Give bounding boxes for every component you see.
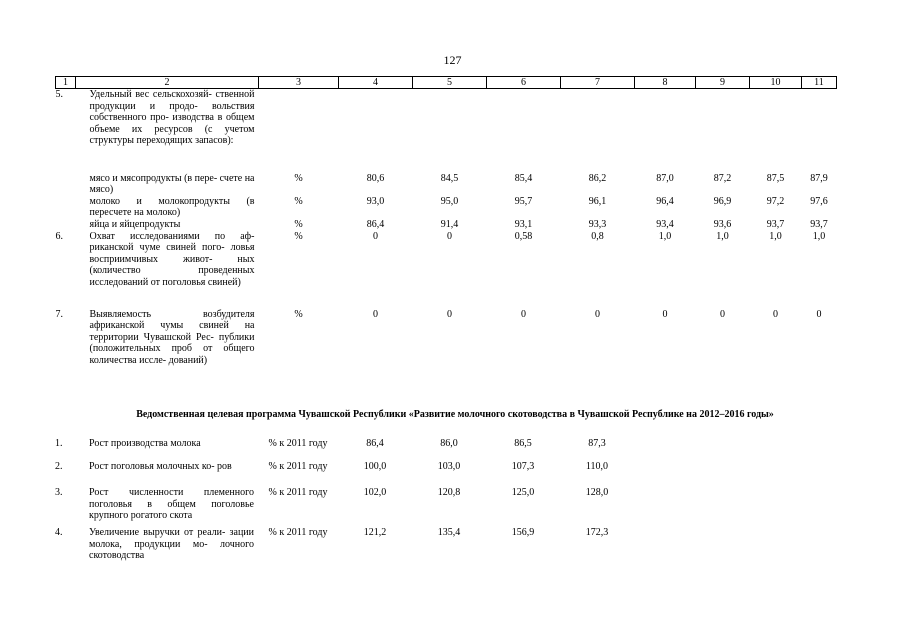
row-value: 0 [373,308,378,320]
row-value: 87,5 [766,172,785,184]
row-value: 93,6 [713,218,732,230]
row-value: 97,2 [766,195,785,207]
empty-cell [634,527,695,563]
row-unit [259,89,339,173]
row-description: Увеличение выручки от реали- зации молока, продукции мо- лочного скотоводства [89,527,254,561]
row-description: мясо и мясопродукты (в пере- счете на мясо) [89,172,255,195]
column-header: 8 [635,77,696,89]
row-value: 93,0 [366,195,385,207]
row-value: 87,3 [588,438,606,449]
row-description: Рост численности племенного поголовья в общем поголовье крупного рогатого скота [89,487,254,521]
row-value: 135,4 [437,527,461,538]
row-value: 1,0 [769,230,782,242]
row-value: 93,1 [514,218,533,230]
row-value: 96,4 [656,195,674,207]
row-value: 0 [447,230,452,242]
table-row [56,219,837,231]
column-header: 3 [259,77,339,89]
row-unit: % [294,308,303,320]
row-value: 93,7 [766,218,785,230]
row-value: 0 [521,308,526,320]
row-value: 86,4 [366,218,385,230]
empty-cell [695,438,749,461]
table-row [56,89,837,173]
column-header: 1 [56,77,76,89]
empty-cell [634,461,695,487]
empty-cell [749,527,801,563]
row-number: 7. [55,308,63,320]
column-header: 2 [76,77,259,89]
row-unit: % к 2011 году [268,438,328,449]
row-value: 107,3 [511,461,535,472]
row-description: молоко и молокопродукты (в пересчете на молоко) [89,195,255,218]
column-header: 11 [802,77,837,89]
row-value: 91,4 [440,218,459,230]
empty-cell [801,438,836,461]
column-header: 6 [487,77,561,89]
table-row [55,461,836,487]
row-value: 93,3 [588,218,607,230]
row-value: 121,2 [363,527,387,538]
row-value: 102,0 [363,487,387,498]
row-value: 95,0 [440,195,459,207]
row-value: 172,3 [585,527,609,538]
row-unit: % к 2011 году [268,527,328,538]
row-number: 4. [55,527,63,538]
row-value: 0,58 [514,230,533,242]
row-value: 84,5 [440,172,459,184]
empty-cell [695,527,749,563]
row-value: 0 [595,308,600,320]
row-value [413,89,487,173]
table-header-row [56,77,837,89]
empty-cell [695,461,749,487]
row-unit: % [294,230,303,242]
table-row [55,487,836,527]
row-description: Рост поголовья молочных ко- ров [89,461,232,472]
row-value: 125,0 [511,487,535,498]
row-value: 87,0 [656,172,674,184]
table-row [56,231,837,309]
row-value: 128,0 [585,487,609,498]
row-value: 87,9 [810,172,828,184]
row-value: 87,2 [713,172,732,184]
row-value: 93,7 [810,218,828,230]
table-row [56,196,837,219]
empty-cell [801,527,836,563]
row-description: Выявляемость возбудителя африканской чумы свиней на территории Чувашской Рес- публики (положительных проб от общего количества иссле- дований) [89,308,255,366]
row-value: 85,4 [514,172,533,184]
row-value: 120,8 [437,487,461,498]
row-value [696,89,750,173]
row-number: 1. [55,438,63,449]
row-value [750,89,802,173]
row-value: 100,0 [363,461,387,472]
row-value [487,89,561,173]
row-value: 1,0 [716,230,729,242]
row-value: 97,6 [810,195,828,207]
column-header: 5 [413,77,487,89]
row-value: 0 [662,308,668,320]
row-unit: % [294,195,303,207]
column-header: 7 [561,77,635,89]
indicators-table [55,76,837,399]
row-value: 93,4 [656,218,674,230]
row-value: 0 [373,230,378,242]
row-value: 86,5 [514,438,532,449]
column-header: 4 [339,77,413,89]
empty-cell [749,461,801,487]
table-row [56,173,837,196]
row-value: 103,0 [437,461,461,472]
row-value: 110,0 [585,461,609,472]
row-value: 96,9 [713,195,732,207]
row-number [56,173,76,196]
table-row [55,438,836,461]
row-unit: % [294,172,303,184]
row-value: 0 [447,308,452,320]
row-unit: % [294,218,303,230]
row-value: 0 [773,308,778,320]
row-number: 6. [55,230,63,242]
row-unit: % к 2011 году [268,487,328,498]
row-value: 0,8 [591,230,604,242]
row-value: 86,2 [588,172,607,184]
row-value: 1,0 [812,230,826,242]
row-number [56,196,76,219]
row-description: Удельный вес сельскохозяй- ственной продукции и продо- вольствия собственного про- изводства в общем объеме их ресурсов (с учетом структуры переходящих запасов): [89,89,255,146]
row-value: 86,0 [440,438,458,449]
row-unit: % к 2011 году [268,461,328,472]
empty-cell [749,487,801,527]
table-row [55,527,836,563]
row-value: 96,1 [588,195,607,207]
row-number: 5. [55,89,63,100]
row-value: 1,0 [658,230,672,242]
column-header: 9 [696,77,750,89]
empty-cell [801,461,836,487]
empty-cell [801,487,836,527]
page-number: 127 [443,53,462,67]
row-value: 0 [816,308,822,320]
empty-cell [634,438,695,461]
row-value: 95,7 [514,195,533,207]
row-value [635,89,696,173]
row-value [561,89,635,173]
row-value: 0 [720,308,725,320]
row-description: Рост производства молока [89,438,201,449]
row-description: Охват исследованиями по аф- риканской чуме свиней пого- ловья восприимчивых живот- ных (количество проведенных исследований от поголовья свиней) [89,230,255,288]
row-value: 86,4 [366,438,384,449]
row-number: 3. [55,487,63,498]
row-value: 80,6 [366,172,385,184]
empty-cell [749,438,801,461]
column-header: 10 [750,77,802,89]
program-table [55,438,836,563]
section-title: Ведомственная целевая программа Чувашской Республики «Развитие молочного скотоводства в Чувашской Республике на 2012–2016 годы» [136,409,774,420]
empty-cell [695,487,749,527]
table-row [56,309,837,399]
row-value [339,89,413,173]
empty-cell [634,487,695,527]
row-value: 156,9 [511,527,535,538]
row-number [56,219,76,231]
row-number: 2. [55,461,63,472]
row-description: яйца и яйцепродукты [89,218,181,230]
row-value [802,89,837,173]
